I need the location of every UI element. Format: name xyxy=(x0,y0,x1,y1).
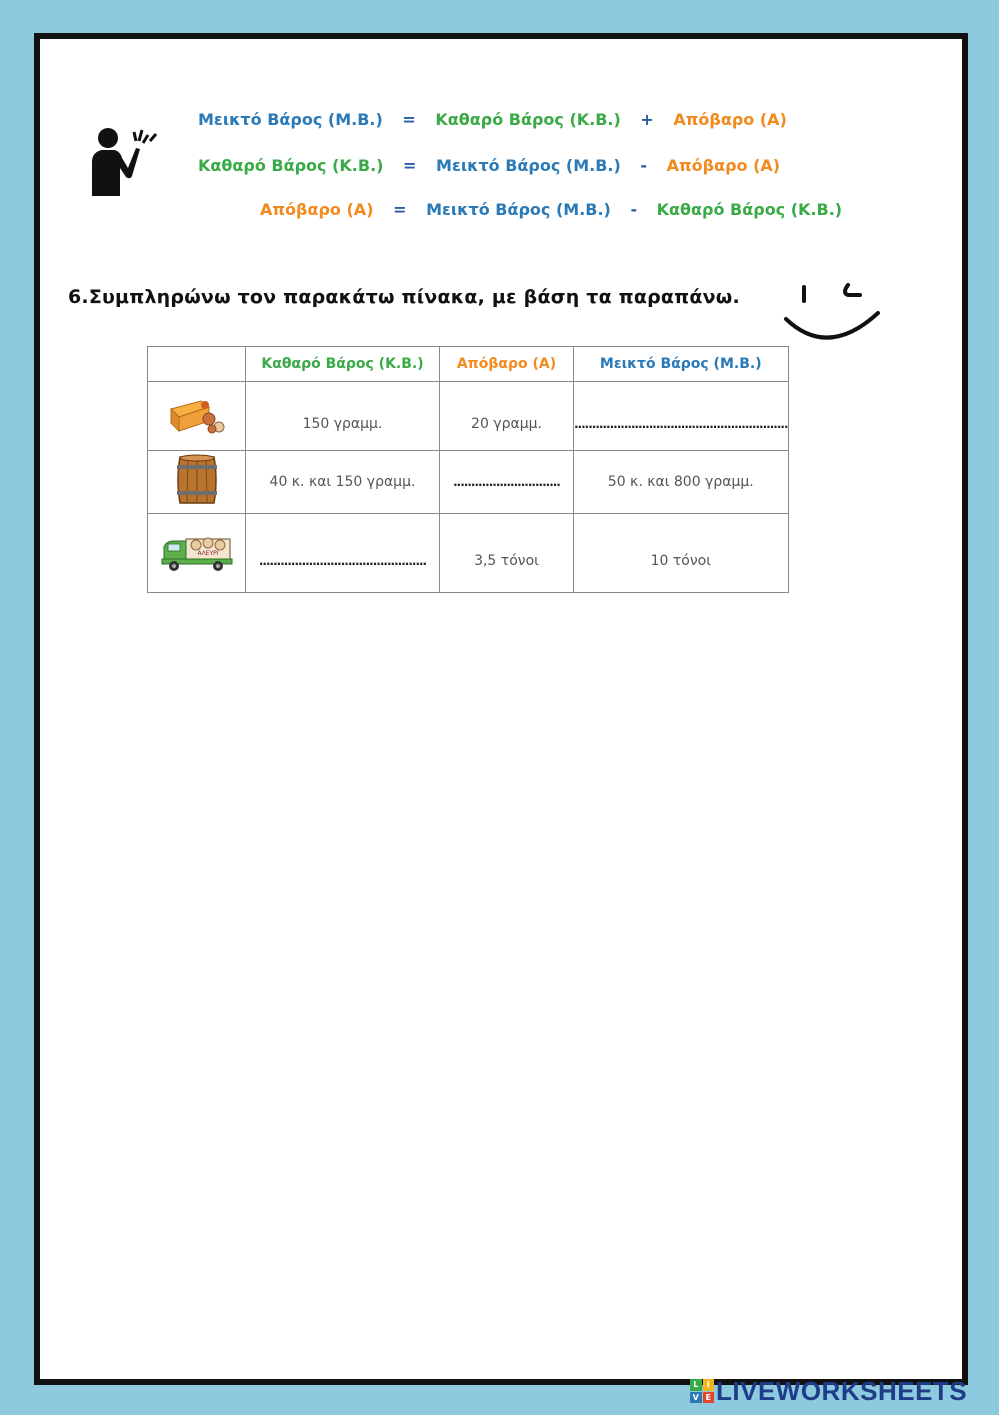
liveworksheets-logo-mark: L I V E xyxy=(690,1379,714,1403)
wink-smiley-icon xyxy=(778,275,888,347)
image-cell xyxy=(148,451,246,514)
liveworksheets-logo[interactable] xyxy=(690,1376,967,1406)
formula-operator: + xyxy=(640,110,654,129)
formula-term: Μεικτό Βάρος (Μ.Β.) xyxy=(198,110,383,129)
table-row xyxy=(148,382,789,451)
header-net-weight: Καθαρό Βάρος (Κ.Β.) xyxy=(246,347,440,382)
worksheet-page xyxy=(34,33,968,1385)
truck-label: ΑΛΕΥΡΙ xyxy=(196,550,219,557)
table-row xyxy=(148,514,789,593)
formula-term: Μεικτό Βάρος (Μ.Β.) xyxy=(426,200,611,219)
truck-icon xyxy=(160,529,234,573)
formula-operator: = xyxy=(403,156,417,175)
gross-weight-value: 50 κ. και 800 γραμμ. xyxy=(574,451,789,514)
formula-term: Καθαρό Βάρος (Κ.Β.) xyxy=(656,200,843,219)
teacher-icon xyxy=(88,122,160,196)
tare-value: 3,5 τόνοι xyxy=(440,514,574,593)
net-weight-answer-field[interactable]: ............................................... xyxy=(246,514,440,593)
formula-term: Απόβαρο (Α) xyxy=(260,200,374,219)
formula-term: Καθαρό Βάρος (Κ.Β.) xyxy=(198,156,384,175)
table-header-row xyxy=(148,347,789,382)
net-weight-value: 40 κ. και 150 γραμμ. xyxy=(246,451,440,514)
gross-weight-answer-field[interactable]: ............................................................ xyxy=(574,382,789,451)
barrel-icon xyxy=(172,453,222,507)
empty-header-cell xyxy=(148,347,246,382)
formula-term: Απόβαρο (Α) xyxy=(666,156,781,175)
image-cell xyxy=(148,514,246,593)
header-gross-weight: Μεικτό Βάρος (Μ.Β.) xyxy=(574,347,789,382)
image-cell xyxy=(148,382,246,451)
gross-weight-value: 10 τόνοι xyxy=(574,514,789,593)
formula-operator: - xyxy=(640,156,648,175)
liveworksheets-logo-text: LIVEWORKSHEETS xyxy=(716,1375,968,1406)
header-tare: Απόβαρο (Α) xyxy=(440,347,574,382)
formula-tare xyxy=(260,200,842,219)
table-row xyxy=(148,451,789,514)
formula-term: Καθαρό Βάρος (Κ.Β.) xyxy=(435,110,621,129)
formula-term: Απόβαρο (Α) xyxy=(673,110,787,129)
formula-term: Μεικτό Βάρος (Μ.Β.) xyxy=(436,156,621,175)
formula-operator: - xyxy=(630,200,638,219)
tare-answer-field[interactable]: .............................. xyxy=(440,451,574,514)
weights-table xyxy=(147,346,789,593)
formula-net xyxy=(198,156,780,175)
formula-operator: = xyxy=(393,200,407,219)
formula-gross xyxy=(198,110,787,129)
formula-operator: = xyxy=(402,110,416,129)
net-weight-value: 150 γραμμ. xyxy=(246,382,440,451)
box-icon xyxy=(165,393,229,435)
tare-value: 20 γραμμ. xyxy=(440,382,574,451)
exercise-instruction: 6.Συμπληρώνω τον παρακάτω πίνακα, με βάση τα παραπάνω. xyxy=(68,286,740,308)
